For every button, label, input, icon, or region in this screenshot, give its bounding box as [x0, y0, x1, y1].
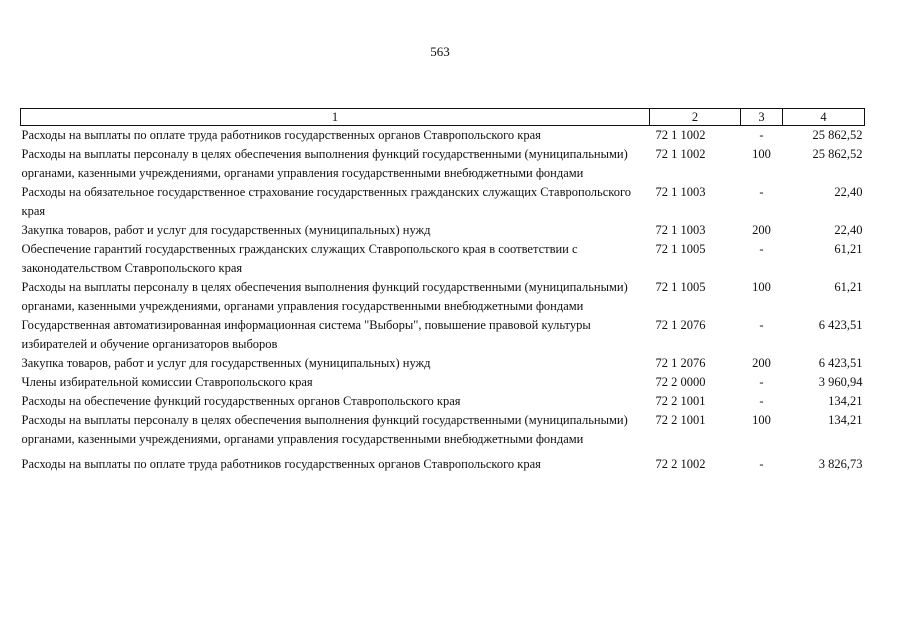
table-row [21, 126, 865, 146]
row-type: - [759, 375, 764, 389]
row-name: Расходы на обеспечение функций государственных органов Ставропольского края [21, 394, 461, 408]
row-name: Расходы на выплаты персоналу в целях обеспечения выполнения функций государственными (муниципальными) органами, казенными учреждениями, органами управления государственными внебюджетными фондами [21, 280, 628, 313]
row-name: Расходы на выплаты персоналу в целях обеспечения выполнения функций государственными (муниципальными) органами, казенными учреждениями, органами управления государственными внебюджетными фондами [21, 147, 628, 180]
row-code: 72 2 1001 [655, 413, 706, 427]
row-type: - [759, 457, 764, 471]
row-code: 72 1 1002 [655, 147, 706, 161]
table-header [21, 109, 865, 126]
table-row [21, 392, 865, 411]
budget-table [20, 108, 865, 474]
row-code: 72 1 2076 [655, 356, 706, 370]
table-row [21, 411, 865, 449]
row-type: - [759, 242, 764, 256]
row-amount: 6 423,51 [818, 318, 863, 332]
table-row [21, 278, 865, 316]
row-code: 72 1 1003 [655, 223, 706, 237]
row-amount: 134,21 [828, 413, 863, 427]
table-row [21, 221, 865, 240]
row-amount: 6 423,51 [818, 356, 863, 370]
table-row [21, 354, 865, 373]
row-code: 72 2 1001 [655, 394, 706, 408]
table-row [21, 240, 865, 278]
row-type: - [759, 128, 764, 142]
row-name: Обеспечение гарантий государственных гражданских служащих Ставропольского края в соответствии с законодательством Ставропольского края [21, 242, 578, 275]
row-amount: 134,21 [828, 394, 863, 408]
row-code: 72 2 1002 [655, 457, 706, 471]
row-amount: 3 826,73 [818, 457, 863, 471]
row-type: 100 [752, 280, 771, 294]
column-header-name: 1 [21, 109, 650, 126]
row-name: Расходы на выплаты персоналу в целях обеспечения выполнения функций государственными (муниципальными) органами, казенными учреждениями, органами управления государственными внебюджетными фондами [21, 413, 628, 446]
row-amount: 61,21 [834, 280, 863, 294]
column-header-type: 3 [741, 109, 783, 126]
column-header-code: 2 [650, 109, 741, 126]
table-row [21, 183, 865, 221]
table-body [21, 126, 865, 475]
row-type: - [759, 394, 764, 408]
table-row [21, 145, 865, 183]
row-code: 72 1 1003 [655, 185, 706, 199]
page-number: 563 [430, 44, 450, 59]
row-name: Расходы на выплаты по оплате труда работников государственных органов Ставропольского края [21, 128, 541, 142]
row-amount: 3 960,94 [818, 375, 863, 389]
row-code: 72 1 1005 [655, 280, 706, 294]
row-amount: 61,21 [834, 242, 863, 256]
row-amount: 25 862,52 [812, 147, 863, 161]
row-type: 100 [752, 413, 771, 427]
row-name: Закупка товаров, работ и услуг для государственных (муниципальных) нужд [21, 356, 431, 370]
row-name: Закупка товаров, работ и услуг для государственных (муниципальных) нужд [21, 223, 431, 237]
table-row [21, 316, 865, 354]
row-name: Расходы на обязательное государственное страхование государственных гражданских служащих Ставропольского края [21, 185, 632, 218]
row-amount: 22,40 [834, 185, 863, 199]
row-name: Расходы на выплаты по оплате труда работников государственных органов Ставропольского края [21, 457, 541, 471]
row-code: 72 1 2076 [655, 318, 706, 332]
row-code: 72 1 1005 [655, 242, 706, 256]
row-type: - [759, 318, 764, 332]
row-type: 200 [752, 356, 771, 370]
row-name: Члены избирательной комиссии Ставропольского края [21, 375, 313, 389]
row-type: 200 [752, 223, 771, 237]
table-row [21, 449, 865, 474]
row-code: 72 1 1002 [655, 128, 706, 142]
table-row [21, 373, 865, 392]
row-type: 100 [752, 147, 771, 161]
column-header-amount: 4 [783, 109, 865, 126]
header-row [21, 109, 865, 126]
row-code: 72 2 0000 [655, 375, 706, 389]
row-type: - [759, 185, 764, 199]
row-name: Государственная автоматизированная информационная система "Выборы", повышение правовой культуры избирателей и обучение организаторов выборов [21, 318, 591, 351]
row-amount: 25 862,52 [812, 128, 863, 142]
row-amount: 22,40 [834, 223, 863, 237]
